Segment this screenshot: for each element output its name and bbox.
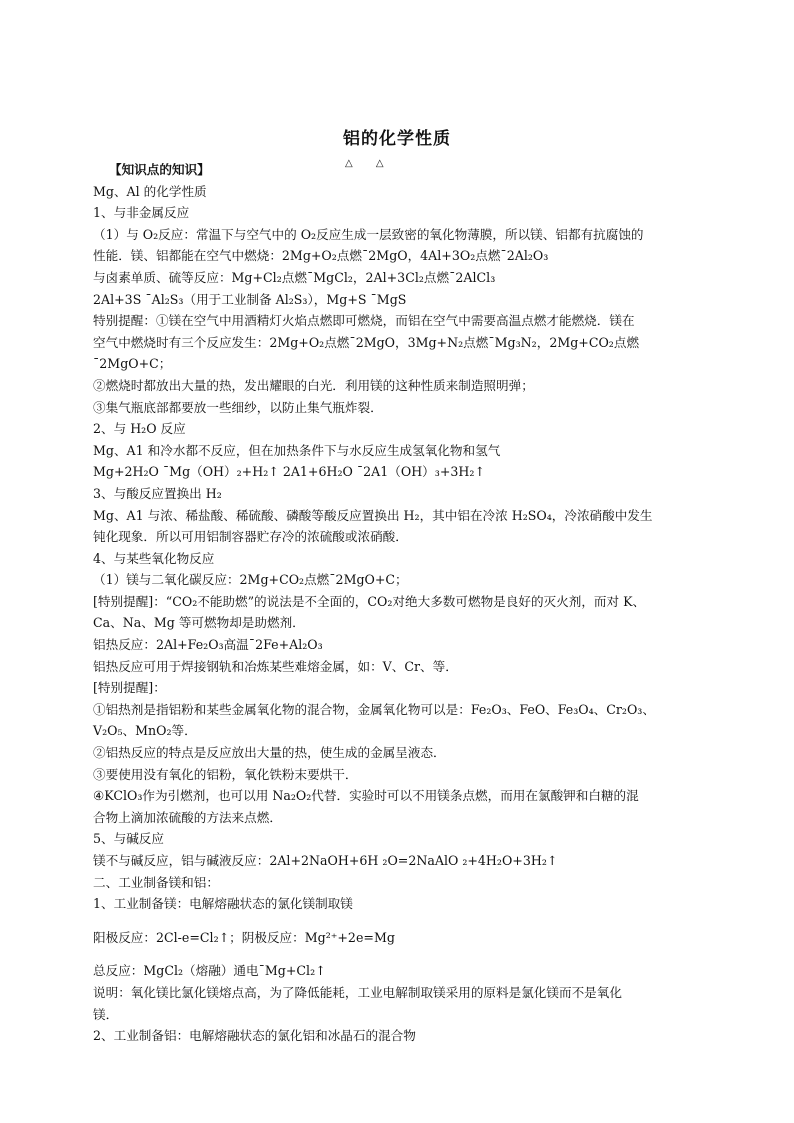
text-line: 总反应：MgCl₂（熔融）通电¯Mg+Cl₂↑ (93, 963, 326, 979)
triangle-mark: △ (375, 158, 384, 169)
triangle-mark: △ (345, 158, 353, 169)
text-line: ③集气瓶底部都要放一些细纱，以防止集气瓶炸裂． (93, 399, 383, 415)
text-line: [特别提醒]： (93, 680, 166, 696)
text-line: ②燃烧时都放出大量的热，发出耀眼的白光．利用镁的这种性质来制造照明弹； (93, 377, 534, 393)
spacer (93, 948, 705, 960)
text-line: [特别提醒]：“CO₂不能助燃”的说法是不全面的，CO₂对绝大多数可燃物是良好的灭火剂，而对 K、 (93, 593, 646, 609)
text-line: ①铝热剂是指铝粉和某些金属氧化物的混合物，金属氧化物可以是：Fe₂O₃、FeO、Fe₃O₄、Cr₂O₃、 (93, 701, 655, 717)
text-line: 铝热反应可用于焊接钢轨和冶炼某些难熔金属，如：V、Cr、等． (93, 658, 458, 674)
section-heading: 2、与 H₂O 反应 (93, 421, 186, 437)
text-line: 说明：氧化镁比氯化镁熔点高，为了降低能耗，工业电解制取镁采用的原料是氯化镁而不是氧化 (93, 984, 622, 1000)
text-line: 合物上滴加浓硫酸的方法来点燃． (93, 809, 282, 825)
text-line: 2、工业制备铝：电解熔融状态的氯化铝和冰晶石的混合物 (93, 1028, 416, 1044)
text-line: 特别提醒：①镁在空气中用酒精灯火焰点燃即可燃烧，而铝在空气中需要高温点燃才能燃烧．镁在 (93, 313, 635, 329)
text-line: 1、工业制备镁：电解熔融状态的氯化镁制取镁 (93, 896, 353, 912)
text-line: 与卤素单质、硫等反应：Mg+Cl₂点燃¯MgCl₂，2Al+3Cl₂点燃¯2AlCl₃ (93, 269, 496, 285)
page-title: 铝的化学性质 (343, 129, 451, 149)
spacer (93, 915, 705, 927)
text-line: （1）镁与二氧化碳反应：2Mg+CO₂点燃¯2MgO+C； (93, 572, 408, 588)
text-line: 性能．镁、铝都能在空气中燃烧：2Mg+O₂点燃¯2MgO，4Al+3O₂点燃¯2Al₂O₃ (93, 248, 549, 264)
text-line: （1）与 O₂反应：常温下与空气中的 O₂反应生成一层致密的氧化物薄膜，所以镁、铝都有抗腐蚀的 (93, 226, 644, 242)
text-line: ④KClO₃作为引燃剂，也可以用 Na₂O₂代替．实验时可以不用镁条点燃，而用在氯酸钾和白糖的混 (93, 788, 639, 804)
text-line: 阳极反应：2Cl-e=Cl₂↑；阴极反应：Mg²⁺+2e=Mg (93, 929, 395, 945)
section-heading: 1、与非金属反应 (93, 205, 190, 221)
text-line: ¯2MgO+C； (93, 356, 172, 372)
section-heading: 二、工业制备镁和铝： (93, 874, 219, 890)
text-line: 镁． (93, 1006, 119, 1022)
section-heading: 4、与某些氧化物反应 (93, 550, 215, 566)
section-heading: 3、与酸反应置换出 H₂ (93, 485, 222, 501)
text-line: Mg、Al 的化学性质 (93, 183, 207, 199)
text-line: Ca、Na、Mg 等可燃物却是助燃剂． (93, 615, 305, 631)
text-line: 空气中燃烧时有三个反应发生：2Mg+O₂点燃¯2MgO，3Mg+N₂点燃¯Mg₃N₂，2Mg+CO₂点燃 (93, 334, 640, 350)
text-line: 2Al+3S ¯Al₂S₃（用于工业制备 Al₂S₃），Mg+S ¯MgS (93, 291, 407, 307)
text-line: ②铝热反应的特点是反应放出大量的热，使生成的金属呈液态． (93, 745, 446, 761)
text-line: 钝化现象．所以可用铝制容器贮存冷的浓硫酸或浓硝酸． (93, 529, 408, 545)
text-line: V₂O₅、MnO₂等． (93, 723, 197, 739)
text-line: ③要使用没有氧化的铝粉，氧化铁粉末要烘干． (93, 766, 358, 782)
text-line: 镁不与碱反应，铝与碱液反应：2Al+2NaOH+6H ₂O=2NaAlO ₂+4H₂O+3H₂↑ (93, 853, 558, 868)
text-line: Mg+2H₂O ¯Mg（OH）₂+H₂↑ 2A1+6H₂O ¯2A1（OH）₃+3H₂↑ (93, 464, 485, 480)
text-line: Mg、A1 和冷水都不反应，但在加热条件下与水反应生成氢氧化物和氢气 (93, 442, 501, 458)
document-body (93, 159, 705, 1047)
section-heading: 【知识点的知识】 (109, 162, 210, 177)
section-heading: 5、与碱反应 (93, 831, 164, 847)
text-line: 铝热反应：2Al+Fe₂O₃高温¯2Fe+Al₂O₃ (93, 637, 323, 653)
text-line: Mg、A1 与浓、稀盐酸、稀硫酸、磷酸等酸反应置换出 H₂，其中铝在冷浓 H₂SO₄，冷浓硝酸中发生 (93, 507, 653, 523)
